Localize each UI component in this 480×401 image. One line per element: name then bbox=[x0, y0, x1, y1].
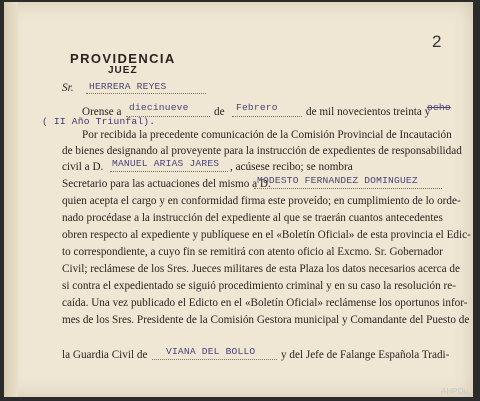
judge-name: HERRERA REYES bbox=[89, 81, 167, 92]
judge-name-line bbox=[86, 93, 206, 94]
date-prefix: Orense a bbox=[82, 106, 122, 118]
page-fold-edge bbox=[4, 2, 18, 397]
secretary-line bbox=[254, 188, 442, 189]
document-heading: PROVIDENCIA bbox=[70, 51, 176, 66]
body-line-7: quien acepta el cargo y en conformidad firma este proveído; en cumplimiento de lo orde- bbox=[62, 195, 461, 207]
body-line-8: nado procédase a la instrucción del expediente al que se traerán cuantos antecedentes bbox=[62, 212, 443, 224]
date-de: de bbox=[214, 106, 225, 118]
body-line-11: Civil; reclámese de los Sres. Jueces militares de esta Plaza los datos necesarios acerca de bbox=[62, 263, 460, 275]
sr-label: Sr. bbox=[62, 82, 74, 94]
document-subheading: JUEZ bbox=[108, 65, 138, 76]
body-line-5-end: , acúsese recibo; se nombra bbox=[230, 161, 353, 173]
body-line-5-start: civil a D. bbox=[62, 161, 104, 173]
document-page bbox=[4, 2, 473, 397]
body-line-3: Por recibida la precedente comunicación de la Comisión Provincial de Incautación bbox=[82, 129, 452, 141]
date-day: diecinueve bbox=[129, 102, 189, 113]
expedientado-name: MANUEL ARIAS JARES bbox=[112, 158, 220, 169]
date-month: Febrero bbox=[236, 102, 278, 113]
town-name: VIANA DEL BOLLO bbox=[166, 346, 256, 357]
handwritten-page-number: 2 bbox=[432, 32, 442, 51]
triumphal-year: ( II Año Triunfal). bbox=[42, 116, 156, 127]
expedientado-line bbox=[110, 171, 228, 172]
body-line-10: to correspondiente, a cuyo fin se remitirá con atento oficio al Excmo. Sr. Gobernador bbox=[62, 246, 443, 258]
body-line-15-start: la Guardia Civil de bbox=[62, 349, 148, 361]
body-line-12: si contra el expedientado se siguió procedimiento criminal y en su caso la resolución re- bbox=[62, 280, 456, 292]
body-line-13: caída. Una vez publicado el Edicto en el «Boletín Oficial» reclámense los oportunos infor- bbox=[62, 297, 468, 309]
town-line bbox=[152, 359, 277, 360]
date-year-text: de mil novecientos treinta y bbox=[306, 106, 431, 118]
body-line-4: de bienes designando al proveyente para la instrucción de expedientes de responsabilidad bbox=[62, 145, 462, 157]
body-line-6-start: Secretario para las actuaciones del mismo a D. bbox=[62, 178, 271, 190]
date-year-number: ocho bbox=[427, 102, 451, 113]
date-month-line bbox=[232, 116, 302, 117]
body-line-15-end: y del Jefe de Falange Española Tradi- bbox=[281, 349, 450, 361]
archive-watermark: AHPOu bbox=[441, 387, 469, 396]
body-line-9: obren respecto al expediente y publíquese en el «Boletín Oficial» de esta provincia el Edic- bbox=[62, 229, 471, 241]
secretary-name: MODESTO FERNANDEZ DOMINGUEZ bbox=[257, 175, 418, 186]
body-line-14: mes de los Sres. Presidente de la Comisión Gestora municipal y Comandante del Puesto de bbox=[62, 314, 470, 326]
